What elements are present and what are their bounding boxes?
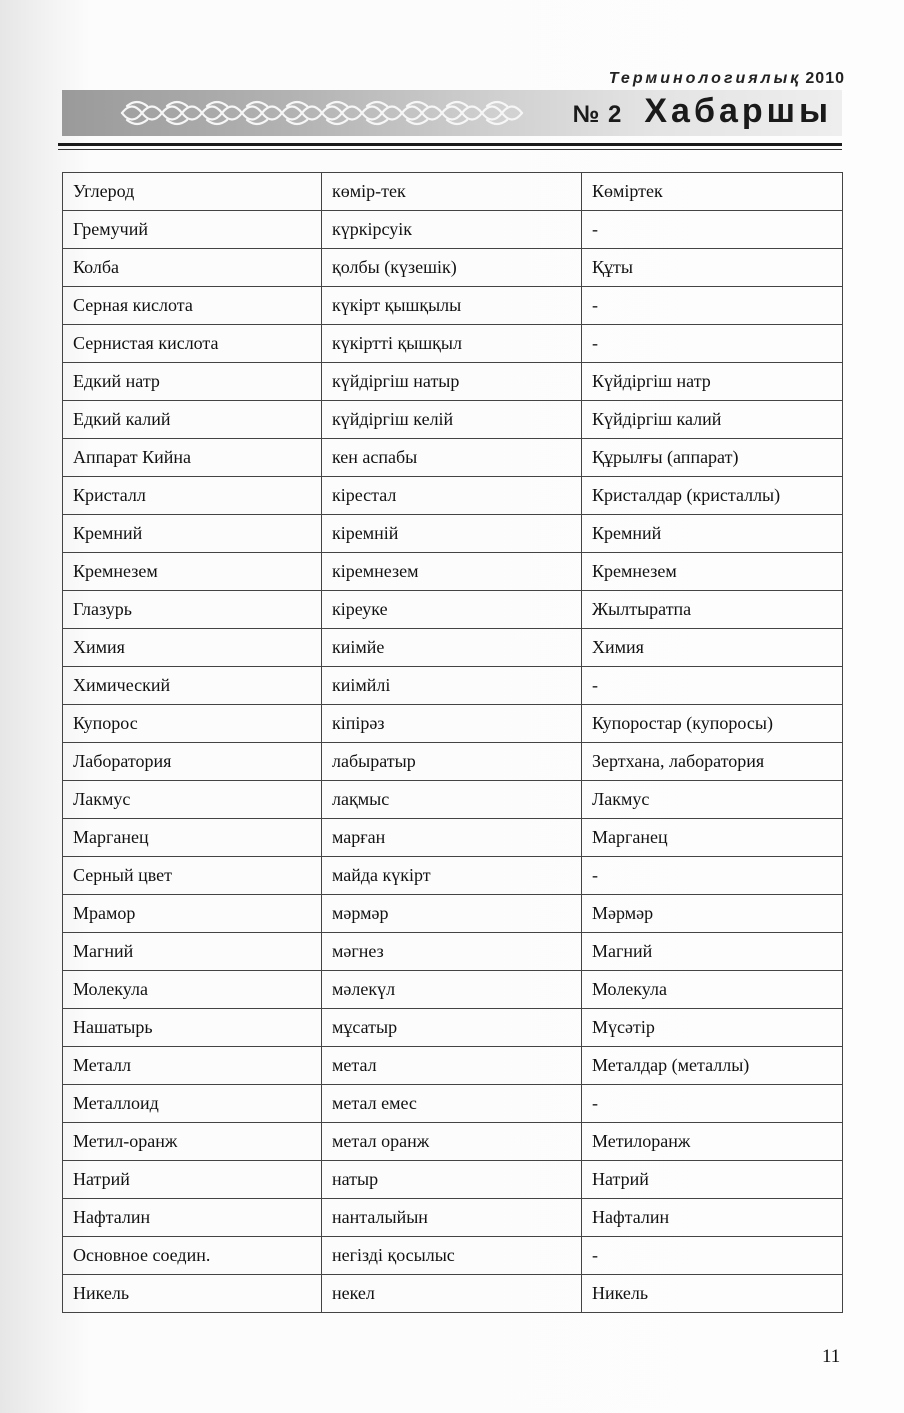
old-kazakh-term: күркірсуік [322,211,582,249]
table-row [63,325,843,363]
modern-kazakh-term: Күйдіргіш натр [582,363,843,401]
old-kazakh-term: лабыратыр [322,743,582,781]
modern-kazakh-term: Нафталин [582,1199,843,1237]
old-kazakh-term: майда күкірт [322,857,582,895]
old-kazakh-term: мәрмәр [322,895,582,933]
russian-term: Кристалл [63,477,322,515]
table-row [63,287,843,325]
table-row [63,933,843,971]
table-row [63,439,843,477]
russian-term: Серная кислота [63,287,322,325]
old-kazakh-term: лақмыс [322,781,582,819]
old-kazakh-term: метал емес [322,1085,582,1123]
table-row [63,1161,843,1199]
table-row [63,857,843,895]
table-row [63,173,843,211]
russian-term: Кремнезем [63,553,322,591]
russian-term: Никель [63,1275,322,1313]
modern-kazakh-term: - [582,325,843,363]
journal-year: 2010 [805,70,845,87]
modern-kazakh-term: - [582,1085,843,1123]
old-kazakh-term: күкірт қышқылы [322,287,582,325]
journal-title [560,70,845,88]
old-kazakh-term: марған [322,819,582,857]
table-row [63,1237,843,1275]
modern-kazakh-term: Никель [582,1275,843,1313]
terms-table [62,172,843,1313]
table-row [63,667,843,705]
modern-kazakh-term: Металдар (металлы) [582,1047,843,1085]
old-kazakh-term: күкіртті қышқыл [322,325,582,363]
table-row [63,363,843,401]
old-kazakh-term: көмір-тек [322,173,582,211]
russian-term: Нашатырь [63,1009,322,1047]
old-kazakh-term: метал оранж [322,1123,582,1161]
old-kazakh-term: негізді қосылыс [322,1237,582,1275]
russian-term: Лаборатория [63,743,322,781]
modern-kazakh-term: Мүсәтір [582,1009,843,1047]
table-row [63,1123,843,1161]
old-kazakh-term: мәгнез [322,933,582,971]
table-row [63,477,843,515]
russian-term: Едкий натр [63,363,322,401]
modern-kazakh-term: Химия [582,629,843,667]
table-row [63,743,843,781]
old-kazakh-term: нанталыйын [322,1199,582,1237]
journal-title-text: Терминологиялық [608,70,802,87]
old-kazakh-term: киімйлі [322,667,582,705]
table-row [63,211,843,249]
table-row [63,591,843,629]
modern-kazakh-term: Молекула [582,971,843,1009]
modern-kazakh-term: Кристалдар (кристаллы) [582,477,843,515]
modern-kazakh-term: Купоростар (купоросы) [582,705,843,743]
old-kazakh-term: мәлекүл [322,971,582,1009]
modern-kazakh-term: Кремний [582,515,843,553]
russian-term: Углерод [63,173,322,211]
header-banner [62,90,842,136]
modern-kazakh-term: Жылтыратпа [582,591,843,629]
table-row [63,401,843,439]
russian-term: Сернистая кислота [63,325,322,363]
old-kazakh-term: киімйе [322,629,582,667]
table-row [63,971,843,1009]
russian-term: Глазурь [63,591,322,629]
table-row [63,249,843,287]
issue-heading [573,92,832,131]
modern-kazakh-term: - [582,1237,843,1275]
table-row [63,1009,843,1047]
russian-term: Колба [63,249,322,287]
modern-kazakh-term: - [582,857,843,895]
kazakh-ornament-icon [112,96,532,130]
russian-term: Лакмус [63,781,322,819]
modern-kazakh-term: - [582,211,843,249]
modern-kazakh-term: Метилоранж [582,1123,843,1161]
old-kazakh-term: кіремній [322,515,582,553]
russian-term: Мрамор [63,895,322,933]
modern-kazakh-term: Лакмус [582,781,843,819]
table-row [63,629,843,667]
header-rule-thick [58,143,842,146]
modern-kazakh-term: Құрылғы (аппарат) [582,439,843,477]
modern-kazakh-term: Көміртек [582,173,843,211]
old-kazakh-term: метал [322,1047,582,1085]
table-row [63,705,843,743]
russian-term: Химический [63,667,322,705]
modern-kazakh-term: Мәрмәр [582,895,843,933]
bulletin-name: Хабаршы [644,92,832,130]
russian-term: Серный цвет [63,857,322,895]
old-kazakh-term: күйдіргіш келій [322,401,582,439]
russian-term: Аппарат Кийна [63,439,322,477]
old-kazakh-term: некел [322,1275,582,1313]
old-kazakh-term: натыр [322,1161,582,1199]
russian-term: Гремучий [63,211,322,249]
russian-term: Метил-оранж [63,1123,322,1161]
modern-kazakh-term: Зертхана, лаборатория [582,743,843,781]
modern-kazakh-term: Күйдіргіш калий [582,401,843,439]
old-kazakh-term: мұсатыр [322,1009,582,1047]
modern-kazakh-term: - [582,667,843,705]
table-row [63,515,843,553]
header-rule-thin [58,149,842,150]
table-row [63,1047,843,1085]
old-kazakh-term: кіреуке [322,591,582,629]
modern-kazakh-term: Натрий [582,1161,843,1199]
russian-term: Нафталин [63,1199,322,1237]
russian-term: Натрий [63,1161,322,1199]
modern-kazakh-term: Құты [582,249,843,287]
modern-kazakh-term: Кремнезем [582,553,843,591]
old-kazakh-term: қолбы (күзешік) [322,249,582,287]
terms-table-body [63,173,843,1313]
russian-term: Металл [63,1047,322,1085]
old-kazakh-term: күйдіргіш натыр [322,363,582,401]
russian-term: Химия [63,629,322,667]
table-row [63,819,843,857]
modern-kazakh-term: - [582,287,843,325]
russian-term: Кремний [63,515,322,553]
page-number: 11 [822,1346,841,1367]
russian-term: Купорос [63,705,322,743]
old-kazakh-term: кен аспабы [322,439,582,477]
table-row [63,1085,843,1123]
old-kazakh-term: кірестал [322,477,582,515]
russian-term: Едкий калий [63,401,322,439]
modern-kazakh-term: Марганец [582,819,843,857]
russian-term: Марганец [63,819,322,857]
russian-term: Металлоид [63,1085,322,1123]
russian-term: Молекула [63,971,322,1009]
russian-term: Магний [63,933,322,971]
table-row [63,1199,843,1237]
table-row [63,553,843,591]
table-row [63,895,843,933]
table-row [63,781,843,819]
old-kazakh-term: кіпірәз [322,705,582,743]
table-row [63,1275,843,1313]
issue-number: № 2 [572,101,623,128]
modern-kazakh-term: Магний [582,933,843,971]
old-kazakh-term: кіремнезем [322,553,582,591]
russian-term: Основное соедин. [63,1237,322,1275]
